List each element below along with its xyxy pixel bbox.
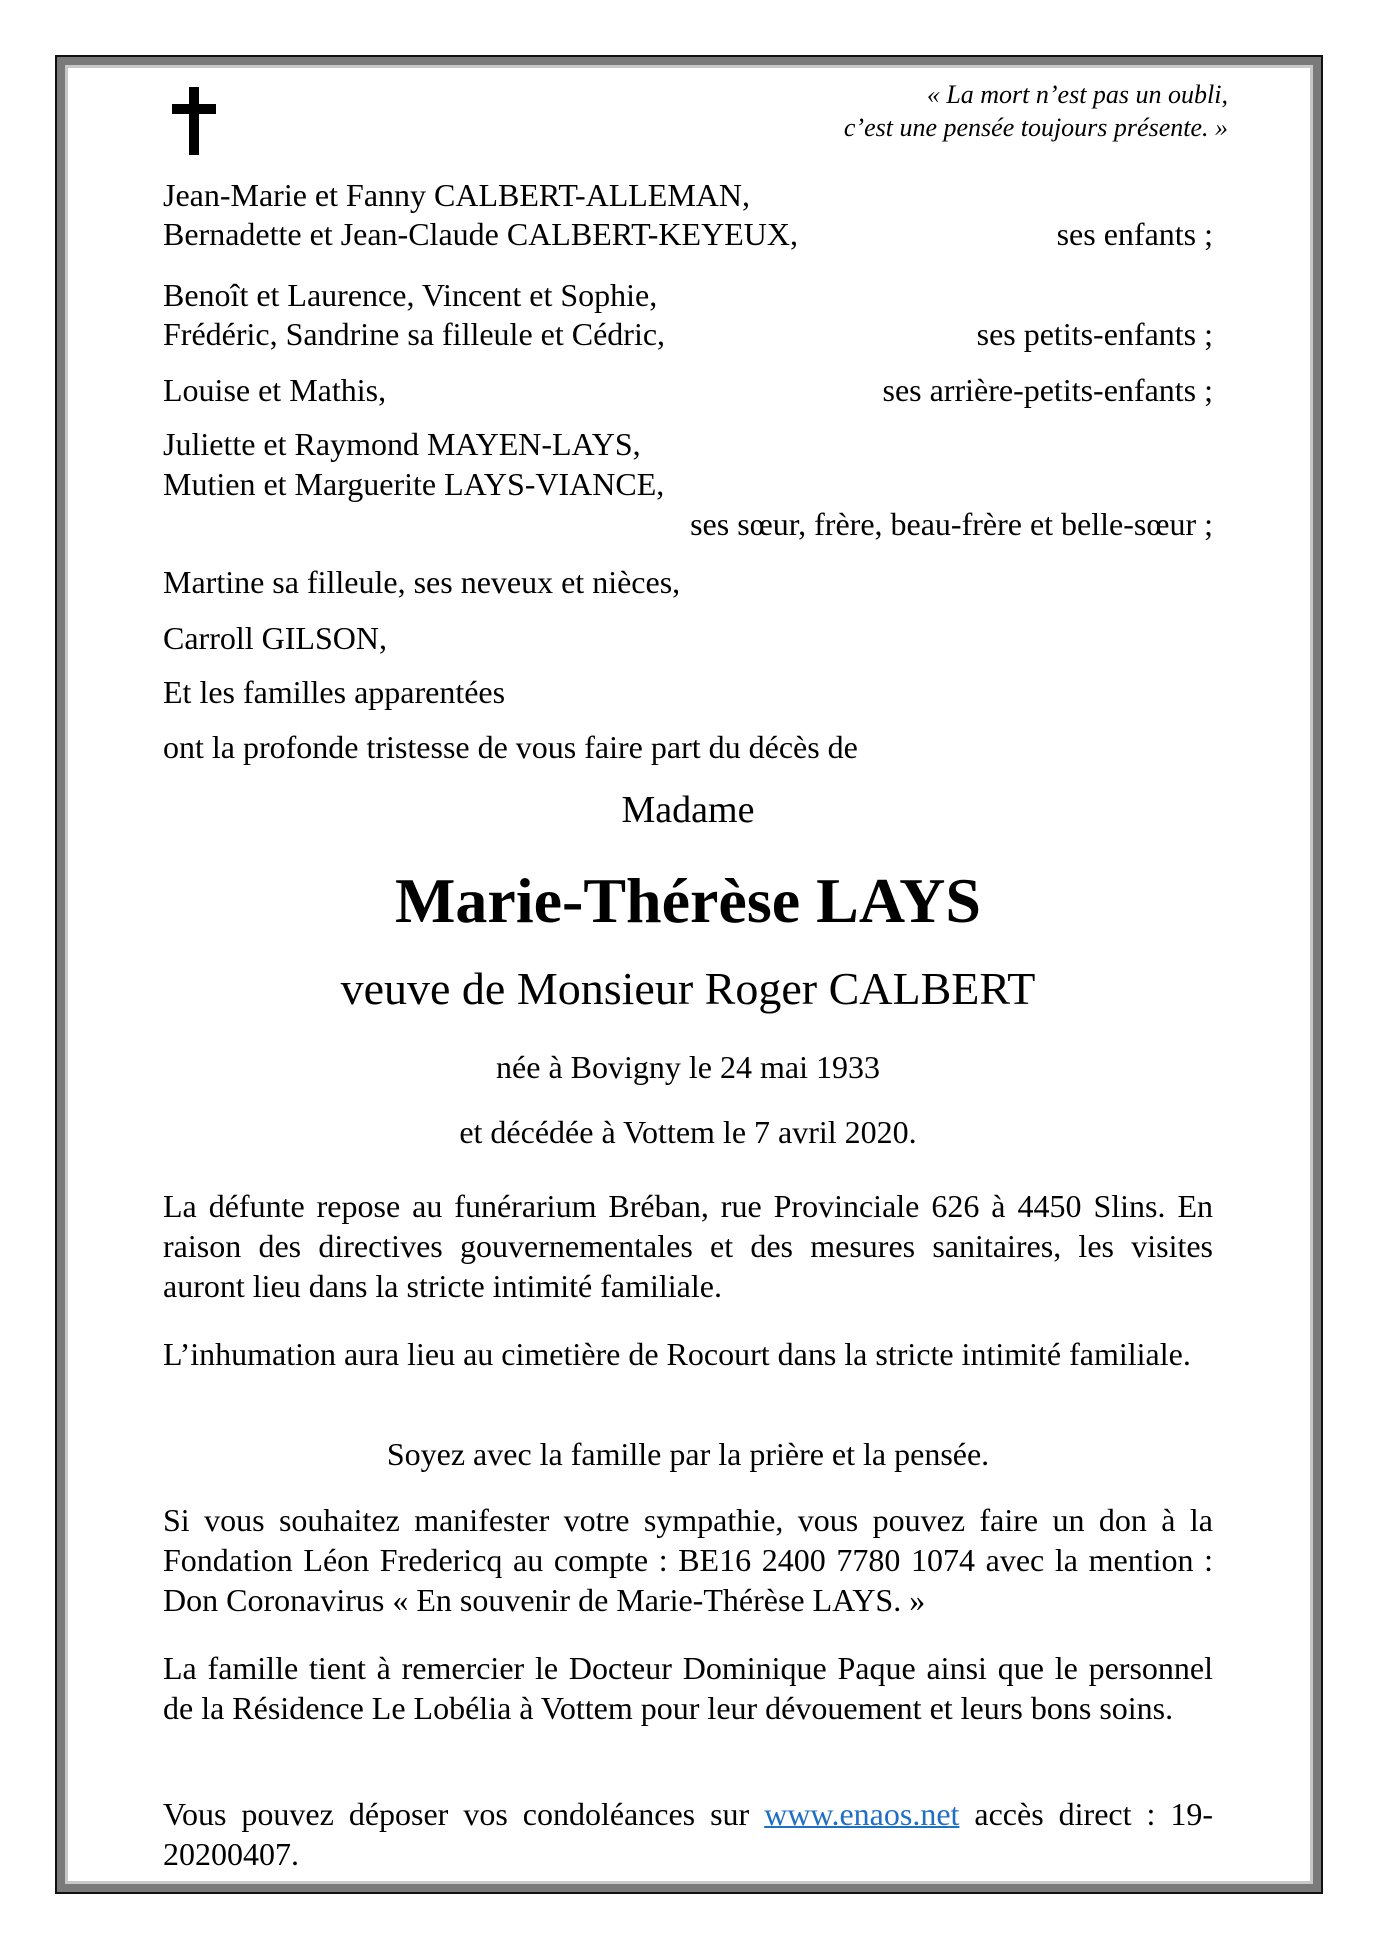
children-row bbox=[163, 214, 1213, 254]
thanks-paragraph: La famille tient à remercier le Docteur Dominique Paque ainsi que le personnel de la Résidence Le Lobélia à Vottem pour leur dévouement et leurs bons soins. bbox=[163, 1650, 1213, 1726]
deceased-title: Madame bbox=[621, 789, 755, 831]
others-line-2: Carroll GILSON, bbox=[163, 620, 387, 656]
donation-paragraph: Si vous souhaitez manifester votre sympathie, vous pouvez faire un don à la Fondation Léon Fredericq au compte : BE16 2400 7780 1074 avec la mention : Don Coronavirus « En souvenir de Marie-Thérèse LAYS. » bbox=[163, 1502, 1213, 1618]
grandchildren-name-1: Benoît et Laurence, Vincent et Sophie, bbox=[163, 277, 658, 313]
epigraph-quote bbox=[528, 78, 1228, 144]
siblings-name-1: Juliette et Raymond MAYEN-LAYS, bbox=[163, 426, 641, 462]
grandchildren-row bbox=[163, 314, 1213, 354]
others-line-3: Et les familles apparentées bbox=[163, 674, 506, 710]
deceased-spouse: veuve de Monsieur Roger CALBERT bbox=[340, 963, 1036, 1014]
deceased-death: et décédée à Vottem le 7 avril 2020. bbox=[459, 1114, 917, 1150]
deceased-birth: née à Bovigny le 24 mai 1933 bbox=[496, 1049, 880, 1085]
children-name-1: Jean-Marie et Fanny CALBERT-ALLEMAN, bbox=[163, 177, 751, 213]
cross-icon bbox=[172, 87, 216, 155]
prayer-line: Soyez avec la famille par la prière et la pensée. bbox=[386, 1436, 990, 1472]
great-grandchildren-relation: ses arrière-petits-enfants ; bbox=[882, 372, 1213, 408]
announcement: ont la profonde tristesse de vous faire part du décès de bbox=[163, 729, 858, 765]
great-grandchildren-name: Louise et Mathis, bbox=[163, 372, 387, 408]
siblings-name-2: Mutien et Marguerite LAYS-VIANCE, bbox=[163, 466, 665, 502]
grandchildren-relation: ses petits-enfants ; bbox=[976, 316, 1213, 352]
funerarium-paragraph: La défunte repose au funérarium Bréban, rue Provinciale 626 à 4450 Slins. En raison des directives gouvernementales et des mesures sanitaires, les visites auront lieu dans la stricte intimité familiale. bbox=[163, 1188, 1213, 1304]
children-relation: ses enfants ; bbox=[1056, 216, 1213, 252]
quote-line-2: c’est une pensée toujours présente. » bbox=[843, 113, 1228, 142]
condolences-text-before: Vous pouvez déposer vos condoléances sur bbox=[163, 1796, 765, 1832]
quote-line-1: « La mort n’est pas un oubli, bbox=[926, 80, 1228, 109]
condolences-paragraph bbox=[163, 1794, 1213, 1874]
siblings-relation: ses sœur, frère, beau-frère et belle-sœur ; bbox=[690, 506, 1213, 542]
condolences-link[interactable]: www.enaos.net bbox=[764, 1796, 960, 1832]
great-grandchildren-row bbox=[163, 370, 1213, 410]
burial-paragraph: L’inhumation aura lieu au cimetière de Rocourt dans la stricte intimité familiale. bbox=[163, 1336, 1191, 1372]
others-line-1: Martine sa filleule, ses neveux et nièces, bbox=[163, 564, 681, 600]
condolences-text-after: accès direct : 19-20200407. bbox=[163, 1796, 1214, 1872]
children-name-2: Bernadette et Jean-Claude CALBERT-KEYEUX, bbox=[163, 216, 798, 252]
grandchildren-name-2: Frédéric, Sandrine sa filleule et Cédric, bbox=[163, 316, 666, 352]
deceased-name: Marie-Thérèse LAYS bbox=[395, 865, 981, 936]
